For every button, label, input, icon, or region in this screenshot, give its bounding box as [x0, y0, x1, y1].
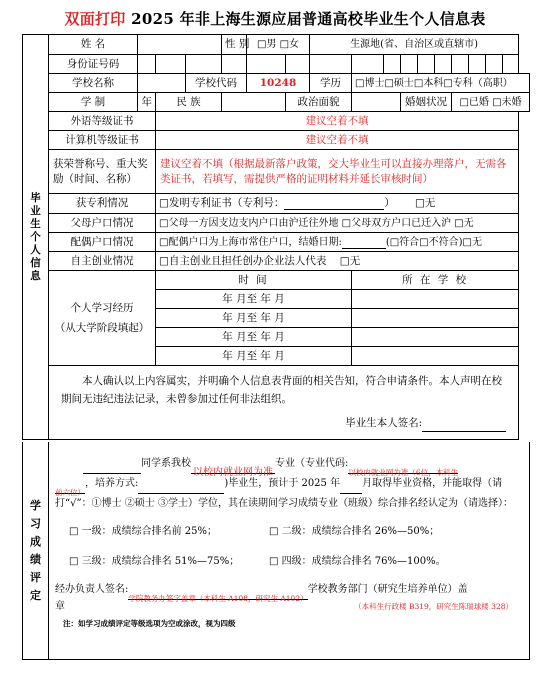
- parents-hukou-options[interactable]: □父母一方因支边支内户口由沪迁往外地 □父母双方户口已迁入沪 □无: [156, 214, 519, 233]
- id-digit-10[interactable]: [401, 55, 418, 74]
- married-checkbox[interactable]: □已婚: [459, 96, 489, 108]
- patent-checkbox[interactable]: □发明专利证书（专利号：: [159, 197, 285, 209]
- foreign-language-value[interactable]: 建议空着不填: [156, 112, 519, 131]
- grade-4-option[interactable]: □ 四级：成绩综合排名 76%—100%。: [269, 556, 446, 567]
- training-mode-field[interactable]: [138, 483, 224, 494]
- id-digit-5[interactable]: [247, 55, 286, 74]
- major-code-field[interactable]: 以校内就业网为准（6位，本科生: [348, 463, 458, 474]
- id-digit-7[interactable]: [310, 55, 352, 74]
- school-label: 学校名称: [49, 74, 138, 93]
- school-code-value: 10248: [247, 74, 310, 93]
- spouse-eligibility-options[interactable]: (□符合□不符合)□无: [385, 236, 482, 248]
- honors-label: 获荣誉称号、重大奖励（时间、名称）: [49, 150, 156, 194]
- grade-1-option[interactable]: □ 一级：成绩综合排名前 25%；: [69, 526, 218, 537]
- startup-none-checkbox[interactable]: □无: [339, 254, 361, 267]
- id-digit-3[interactable]: [186, 55, 222, 74]
- study-length-label: 学 制: [49, 93, 138, 112]
- signature-field[interactable]: [422, 422, 506, 432]
- gender-female-checkbox[interactable]: □女: [279, 39, 300, 50]
- side-label-evaluation: 学习成绩评定: [23, 442, 49, 660]
- name-field[interactable]: [138, 35, 222, 55]
- id-digit-16[interactable]: [503, 55, 519, 74]
- marriage-options[interactable]: [452, 93, 530, 112]
- experience-time-4[interactable]: 年 月至 年 月: [156, 347, 352, 366]
- id-digit-11[interactable]: [418, 55, 435, 74]
- name-label: 姓 名: [49, 35, 138, 55]
- id-digit-12[interactable]: [435, 55, 452, 74]
- eval-text-2a: ，培养方式:: [85, 478, 139, 489]
- marriage-label: 婚姻状况: [401, 93, 452, 112]
- graduation-month-field[interactable]: [340, 483, 362, 494]
- experience-label-main: 个人学习经历: [70, 302, 134, 314]
- school-field[interactable]: [138, 74, 186, 93]
- experience-header-time: 时 间: [156, 271, 352, 290]
- foreign-language-label: 外语等级证书: [49, 112, 156, 131]
- spouse-hukou-label: 配偶户口情况: [49, 233, 156, 252]
- grade-row-1: [55, 522, 521, 542]
- id-digit-1[interactable]: [138, 55, 156, 74]
- experience-school-4[interactable]: [352, 347, 519, 366]
- evaluation-body: [55, 454, 521, 629]
- patent-number-field[interactable]: [284, 199, 384, 210]
- startup-options[interactable]: [156, 252, 519, 271]
- computer-cert-label: 计算机等级证书: [49, 131, 156, 150]
- side-label-personal-info: 毕业生个人信息: [23, 35, 49, 440]
- experience-label-note: （从大学阶段填起）: [54, 322, 150, 334]
- year-unit: 年: [141, 95, 152, 108]
- ethnic-label: 民 族: [156, 93, 222, 112]
- patent-close-paren: ）: [384, 197, 395, 209]
- patent-label: 获专利情况: [49, 194, 156, 214]
- evaluation-note: 注：如学习成绩评定等级选项为空或涂改，视为四级: [63, 619, 236, 628]
- id-digit-4[interactable]: [222, 55, 247, 74]
- patent-none-checkbox[interactable]: □无: [414, 197, 436, 209]
- computer-cert-value[interactable]: 建议空着不填: [156, 131, 519, 150]
- eval-text-2c: 月取得毕业资格，并能取得（请: [362, 478, 503, 489]
- origin-label: 生源地(省、自治区或直辖市): [310, 35, 519, 55]
- honors-value[interactable]: 建议空着不填（根据最新落户政策，交大毕业生可以直接办理落户，无需各类证书，若填写，需提供严格的证明材料并延长审核时间）: [156, 150, 519, 194]
- experience-time-1[interactable]: 年 月至 年 月: [156, 290, 352, 309]
- title-red-part: 双面打印: [64, 10, 126, 28]
- title-text: 2025 年非上海生源应届普通高校毕业生个人信息表: [131, 10, 486, 28]
- degree-options[interactable]: □博士□硕士□本科□专科（高职）: [352, 74, 530, 93]
- patent-options[interactable]: [156, 194, 519, 214]
- parents-hukou-label: 父母户口情况: [49, 214, 156, 233]
- gender-male-checkbox[interactable]: □男: [256, 39, 277, 50]
- spouse-hukou-options[interactable]: [156, 233, 519, 252]
- student-name-field[interactable]: [83, 463, 141, 474]
- major-code-field-cont[interactable]: 前六位）: [55, 483, 85, 494]
- startup-label: 自主创业情况: [49, 252, 156, 271]
- political-field[interactable]: [352, 93, 401, 112]
- id-label: 身份证号码: [49, 55, 138, 74]
- gender-options[interactable]: [247, 35, 310, 55]
- evaluation-line-3: 打“√”：①博士 ②硕士 ③学士）学位，其在读期间学习成绩专业（班级）综合排名经认定为（请选择）：: [55, 498, 513, 509]
- ethnic-field[interactable]: [222, 93, 286, 112]
- id-digit-9[interactable]: [384, 55, 401, 74]
- declaration-cell: [49, 366, 519, 440]
- evaluation-line-1: [55, 454, 521, 478]
- eval-sign-stamp: 章: [55, 601, 65, 612]
- gender-label: 性 别: [222, 35, 247, 55]
- eval-sign-text: 学校教务部门（研究生培养单位）盖: [307, 584, 468, 595]
- id-digit-6[interactable]: [286, 55, 310, 74]
- id-digit-8[interactable]: [352, 55, 384, 74]
- declaration-signature-row: [61, 414, 506, 432]
- unmarried-checkbox[interactable]: □未婚: [492, 96, 522, 108]
- declaration-text: 本人确认以上内容属实，并明确个人信息表背面的相关告知，符合申请条件。本人声明在校期间无违纪违法记录，未曾参加过任何非法组织。: [61, 375, 502, 405]
- major-field[interactable]: 以校内就业网为准: [191, 463, 275, 474]
- page-title: [0, 8, 550, 29]
- eval-text-1a: 同学系我校: [141, 458, 191, 469]
- manager-signature-label: 经办负责人签名:: [55, 584, 129, 595]
- experience-time-2[interactable]: 年 月至 年 月: [156, 309, 352, 328]
- experience-time-3[interactable]: 年 月至 年 月: [156, 328, 352, 347]
- id-digit-2[interactable]: [156, 55, 186, 74]
- school-code-label: 学校代码: [186, 74, 247, 93]
- study-length-field[interactable]: [138, 93, 156, 112]
- experience-school-2[interactable]: [352, 309, 519, 328]
- evaluation-line-2: [55, 474, 521, 497]
- eval-text-2b: )毕业生，预计于 2025 年: [224, 478, 341, 489]
- grade-row-2: [55, 552, 521, 572]
- registrar-location-note: （本科生行政楼 B319，研究生陈瑞球楼 328）: [354, 602, 513, 611]
- grade-3-option[interactable]: □ 三级：成绩综合排名 51%—75%；: [69, 556, 240, 567]
- declaration-signature-label: 毕业生本人签名:: [345, 417, 423, 429]
- experience-header-school: 所 在 学 校: [352, 271, 519, 290]
- college-stamp-field[interactable]: 学院教务办签字盖章（本科生 A108，研究生 A102）: [128, 589, 307, 600]
- id-digit-15[interactable]: [486, 55, 503, 74]
- info-table: [22, 34, 530, 440]
- political-label: 政治面貌: [286, 93, 352, 112]
- experience-label: [49, 271, 156, 366]
- evaluation-section: [22, 442, 530, 660]
- marriage-date-field[interactable]: [342, 238, 386, 249]
- degree-label: 学历: [310, 74, 352, 93]
- id-digit-13[interactable]: [452, 55, 469, 74]
- id-digit-14[interactable]: [469, 55, 486, 74]
- experience-school-3[interactable]: [352, 328, 519, 347]
- eval-text-1b: 专业（专业代码:: [275, 458, 349, 469]
- startup-checkbox[interactable]: □自主创业且担任创办企业法人代表: [159, 254, 327, 267]
- spouse-hukou-checkbox[interactable]: □配偶户口为上海市常住户口，结婚日期:: [159, 236, 342, 248]
- experience-school-1[interactable]: [352, 290, 519, 309]
- grade-2-option[interactable]: □ 二级：成绩综合排名 26%—50%；: [269, 526, 440, 537]
- evaluation-sign-line: [55, 580, 521, 603]
